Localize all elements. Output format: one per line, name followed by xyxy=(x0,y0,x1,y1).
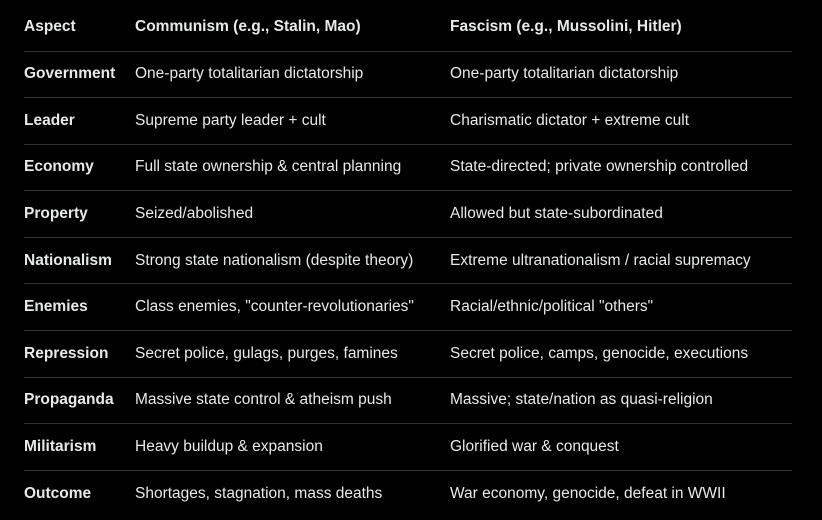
comparison-table xyxy=(24,4,792,517)
row-aspect-cell: Nationalism xyxy=(24,251,112,269)
fascism-cell: Charismatic dictator + extreme cult xyxy=(450,111,690,129)
communism-cell: Shortages, stagnation, mass deaths xyxy=(135,484,383,502)
fascism-cell: Extreme ultranationalism / racial supremacy xyxy=(450,251,751,269)
table-body xyxy=(24,51,792,517)
comparison-table-container xyxy=(24,4,792,517)
fascism-cell: State-directed; private ownership controlled xyxy=(450,158,749,176)
communism-cell: One-party totalitarian dictatorship xyxy=(135,65,364,83)
header-row xyxy=(24,4,792,51)
fascism-cell: Allowed but state-subordinated xyxy=(450,205,663,223)
row-aspect-cell: Propaganda xyxy=(24,391,114,409)
communism-cell: Class enemies, "counter-revolutionaries" xyxy=(135,298,414,316)
table-row xyxy=(24,237,792,284)
table-row xyxy=(24,284,792,331)
fascism-cell: One-party totalitarian dictatorship xyxy=(450,65,679,83)
table-row xyxy=(24,470,792,517)
row-aspect-cell: Government xyxy=(24,65,116,83)
communism-cell: Supreme party leader + cult xyxy=(135,111,326,129)
table-row xyxy=(24,377,792,424)
row-aspect-cell: Economy xyxy=(24,158,94,176)
row-aspect-cell: Repression xyxy=(24,344,109,362)
table-row xyxy=(24,98,792,145)
row-aspect-cell: Property xyxy=(24,205,88,223)
table-row xyxy=(24,191,792,238)
communism-cell: Massive state control & atheism push xyxy=(135,391,392,409)
header-communism: Communism (e.g., Stalin, Mao) xyxy=(135,18,361,36)
table-row xyxy=(24,144,792,191)
communism-cell: Heavy buildup & expansion xyxy=(135,438,323,456)
communism-cell: Strong state nationalism (despite theory) xyxy=(135,251,414,269)
fascism-cell: Racial/ethnic/political "others" xyxy=(450,298,654,316)
row-aspect-cell: Militarism xyxy=(24,438,97,456)
row-aspect-cell: Enemies xyxy=(24,298,88,316)
communism-cell: Seized/abolished xyxy=(135,205,254,223)
fascism-cell: War economy, genocide, defeat in WWII xyxy=(450,484,726,502)
communism-cell: Full state ownership & central planning xyxy=(135,158,402,176)
table-row xyxy=(24,331,792,378)
header-fascism: Fascism (e.g., Mussolini, Hitler) xyxy=(450,18,682,36)
fascism-cell: Secret police, camps, genocide, executions xyxy=(450,344,749,362)
row-aspect-cell: Outcome xyxy=(24,484,92,502)
table-row xyxy=(24,424,792,471)
row-aspect-cell: Leader xyxy=(24,111,75,129)
table-header xyxy=(24,4,792,51)
communism-cell: Secret police, gulags, purges, famines xyxy=(135,344,398,362)
header-aspect: Aspect xyxy=(24,18,76,36)
table-row xyxy=(24,51,792,98)
fascism-cell: Massive; state/nation as quasi-religion xyxy=(450,391,713,409)
fascism-cell: Glorified war & conquest xyxy=(450,438,619,456)
